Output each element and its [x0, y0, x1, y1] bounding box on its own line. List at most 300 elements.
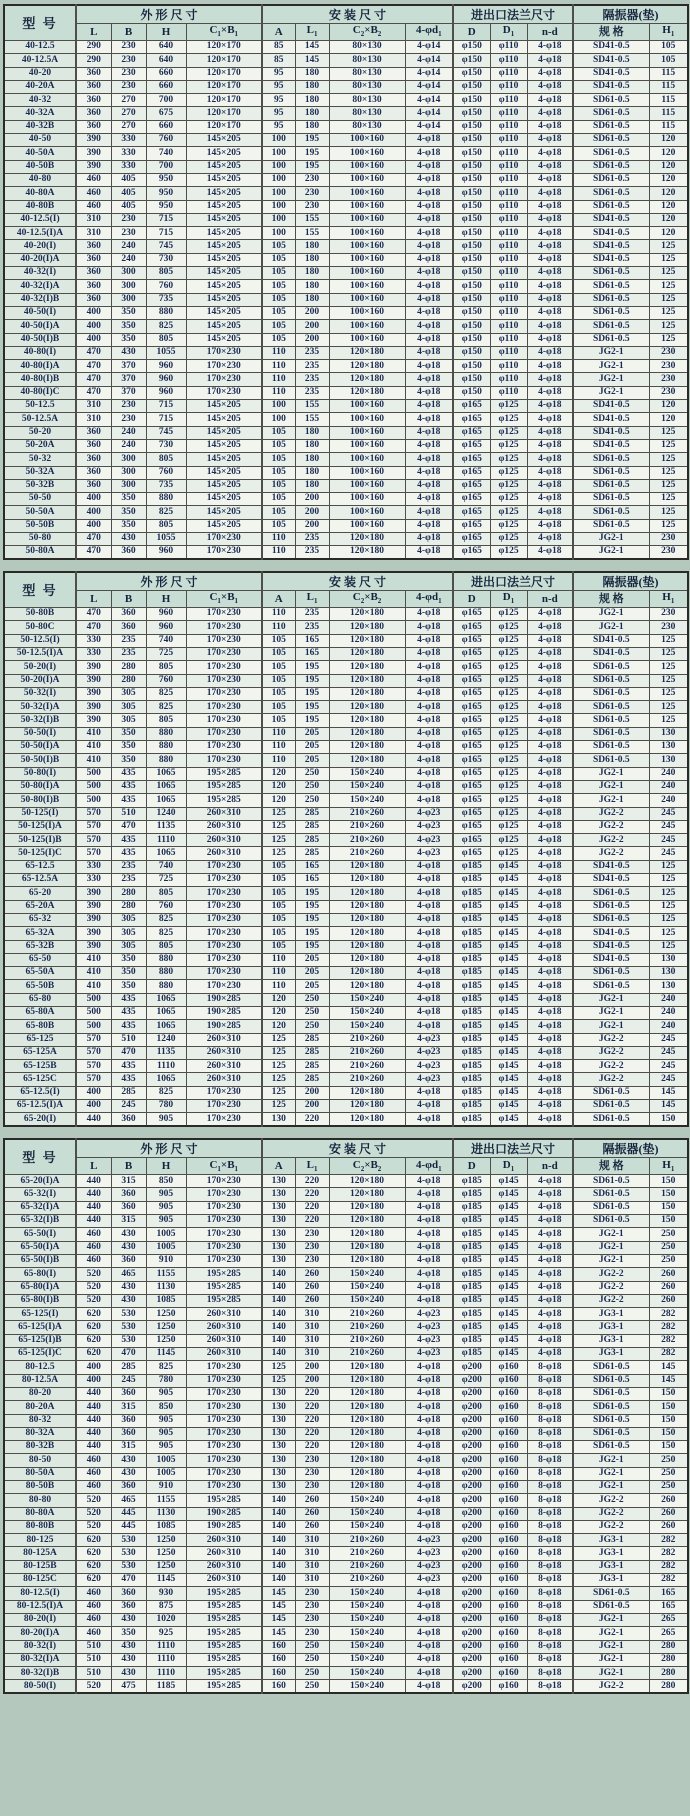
table-row: [4, 466, 688, 479]
model-cell: 50-32(I)B: [4, 714, 76, 727]
value-cell: φ145: [490, 1334, 527, 1347]
value-cell: φ185: [453, 967, 490, 980]
value-cell: 1240: [146, 1033, 186, 1046]
value-cell: SD41-0.5: [573, 240, 649, 253]
value-cell: 1065: [146, 767, 186, 780]
value-cell: 4-φ18: [527, 1241, 573, 1254]
value-cell: 925: [146, 1627, 186, 1640]
value-cell: 235: [111, 647, 146, 660]
value-cell: 4-φ18: [405, 1188, 453, 1201]
value-cell: φ165: [453, 466, 490, 479]
value-cell: 145×205: [186, 267, 262, 280]
value-cell: 250: [649, 1241, 688, 1254]
value-cell: 85: [262, 41, 295, 54]
value-cell: 200: [295, 506, 329, 519]
value-cell: 200: [295, 333, 329, 346]
value-cell: 4-φ18: [405, 386, 453, 399]
model-cell: 65-125(I)C: [4, 1348, 76, 1361]
value-cell: 150×240: [329, 1627, 405, 1640]
value-cell: φ145: [490, 1228, 527, 1241]
value-cell: 1065: [146, 847, 186, 860]
value-cell: 130: [262, 1228, 295, 1241]
value-cell: φ110: [490, 94, 527, 107]
value-cell: 195: [295, 940, 329, 953]
value-cell: 285: [295, 1060, 329, 1073]
value-cell: φ110: [490, 160, 527, 173]
value-cell: φ150: [453, 373, 490, 386]
value-cell: 145×205: [186, 187, 262, 200]
value-cell: φ185: [453, 1175, 490, 1188]
value-cell: 170×230: [186, 1441, 262, 1454]
value-cell: 170×230: [186, 1254, 262, 1267]
value-cell: 310: [295, 1334, 329, 1347]
value-cell: 4-φ18: [405, 1175, 453, 1188]
value-cell: 120: [649, 400, 688, 413]
value-cell: 4-φ18: [405, 1653, 453, 1666]
value-cell: 780: [146, 1100, 186, 1113]
value-cell: φ160: [490, 1547, 527, 1560]
value-cell: 100×160: [329, 479, 405, 492]
value-cell: 880: [146, 953, 186, 966]
value-cell: 4-φ18: [527, 980, 573, 993]
value-cell: 285: [295, 807, 329, 820]
value-cell: 105: [262, 439, 295, 452]
value-cell: 8-φ18: [527, 1560, 573, 1573]
value-cell: 4-φ18: [405, 701, 453, 714]
value-cell: φ160: [490, 1467, 527, 1480]
value-cell: φ185: [453, 1113, 490, 1126]
value-cell: JG2-1: [573, 1640, 649, 1653]
value-cell: 360: [76, 120, 111, 133]
value-cell: 100: [262, 134, 295, 147]
value-cell: 145×205: [186, 453, 262, 466]
value-cell: SD61-0.5: [573, 1374, 649, 1387]
value-cell: 4-φ18: [527, 253, 573, 266]
group-header-0: 外 形 尺 寸: [76, 1139, 262, 1158]
value-cell: 1005: [146, 1454, 186, 1467]
value-cell: 500: [76, 1006, 111, 1019]
value-cell: 570: [76, 834, 111, 847]
table-row: [4, 780, 688, 793]
value-cell: 205: [295, 727, 329, 740]
value-cell: 310: [76, 227, 111, 240]
value-cell: 520: [76, 1507, 111, 1520]
model-cell: 40-80A: [4, 187, 76, 200]
value-cell: 100: [262, 147, 295, 160]
value-cell: 120×180: [329, 940, 405, 953]
value-cell: 230: [649, 546, 688, 559]
value-cell: 1155: [146, 1268, 186, 1281]
value-cell: 4-φ18: [527, 834, 573, 847]
value-cell: 125: [649, 306, 688, 319]
value-cell: φ200: [453, 1640, 490, 1653]
value-cell: 125: [649, 493, 688, 506]
value-cell: 230: [295, 1480, 329, 1493]
model-cell: 65-50A: [4, 967, 76, 980]
table-row: [4, 900, 688, 913]
table-row: [4, 741, 688, 754]
value-cell: 145×205: [186, 227, 262, 240]
value-cell: 4-φ18: [405, 400, 453, 413]
value-cell: 180: [295, 280, 329, 293]
value-cell: 1065: [146, 1073, 186, 1086]
value-cell: 390: [76, 913, 111, 926]
value-cell: SD41-0.5: [573, 227, 649, 240]
table-row: [4, 67, 688, 80]
model-cell: 80-12.5(I): [4, 1587, 76, 1600]
value-cell: 120: [649, 213, 688, 226]
value-cell: 350: [111, 333, 146, 346]
value-cell: 125: [649, 887, 688, 900]
value-cell: 715: [146, 213, 186, 226]
value-cell: φ110: [490, 267, 527, 280]
model-cell: 80-50: [4, 1454, 76, 1467]
value-cell: 760: [146, 280, 186, 293]
value-cell: 4-φ23: [405, 1046, 453, 1059]
value-cell: 80×130: [329, 94, 405, 107]
value-cell: 125: [649, 439, 688, 452]
table-row: [4, 439, 688, 452]
table-row: [4, 874, 688, 887]
value-cell: φ145: [490, 1201, 527, 1214]
model-cell: 65-32: [4, 913, 76, 926]
table-row: [4, 1113, 688, 1126]
value-cell: 125: [649, 280, 688, 293]
value-cell: 105: [262, 493, 295, 506]
value-cell: 805: [146, 519, 186, 532]
value-cell: φ110: [490, 67, 527, 80]
table-row: [4, 120, 688, 133]
table-row: [4, 173, 688, 186]
value-cell: 195: [295, 887, 329, 900]
value-cell: 145×205: [186, 200, 262, 213]
col-header-12: $H_1$: [649, 24, 688, 41]
value-cell: 150: [649, 1201, 688, 1214]
value-cell: 4-φ18: [405, 1613, 453, 1626]
value-cell: 400: [76, 333, 111, 346]
value-cell: 825: [146, 506, 186, 519]
value-cell: 125: [262, 1100, 295, 1113]
value-cell: 700: [146, 94, 186, 107]
table-row: [4, 1201, 688, 1214]
col-header-0: L: [76, 591, 111, 608]
value-cell: 1005: [146, 1228, 186, 1241]
value-cell: 4-φ18: [405, 1441, 453, 1454]
value-cell: 510: [76, 1653, 111, 1666]
value-cell: JG2-2: [573, 1520, 649, 1533]
value-cell: 570: [76, 847, 111, 860]
value-cell: 120×180: [329, 1361, 405, 1374]
value-cell: 140: [262, 1321, 295, 1334]
value-cell: 8-φ18: [527, 1613, 573, 1626]
value-cell: 390: [76, 674, 111, 687]
value-cell: 4-φ18: [405, 727, 453, 740]
value-cell: φ145: [490, 900, 527, 913]
value-cell: 170×230: [186, 1228, 262, 1241]
model-cell: 65-125A: [4, 1046, 76, 1059]
value-cell: 500: [76, 1020, 111, 1033]
value-cell: 230: [649, 621, 688, 634]
spec-table-3: [3, 1138, 689, 1694]
value-cell: 120×180: [329, 1100, 405, 1113]
value-cell: 330: [76, 874, 111, 887]
value-cell: φ185: [453, 993, 490, 1006]
value-cell: 125: [649, 927, 688, 940]
value-cell: 260×310: [186, 807, 262, 820]
value-cell: 4-φ18: [405, 993, 453, 1006]
value-cell: 4-φ14: [405, 107, 453, 120]
value-cell: 400: [76, 1086, 111, 1099]
value-cell: SD41-0.5: [573, 413, 649, 426]
value-cell: φ200: [453, 1374, 490, 1387]
value-cell: 230: [649, 360, 688, 373]
value-cell: 4-φ23: [405, 1560, 453, 1573]
value-cell: 230: [111, 400, 146, 413]
value-cell: φ145: [490, 913, 527, 926]
value-cell: φ185: [453, 1228, 490, 1241]
value-cell: 905: [146, 1387, 186, 1400]
model-cell: 40-50(I): [4, 306, 76, 319]
value-cell: 4-φ18: [527, 506, 573, 519]
value-cell: φ200: [453, 1547, 490, 1560]
value-cell: φ200: [453, 1653, 490, 1666]
model-cell: 40-12.5A: [4, 54, 76, 67]
value-cell: 130: [262, 1387, 295, 1400]
value-cell: SD41-0.5: [573, 213, 649, 226]
value-cell: φ160: [490, 1534, 527, 1547]
value-cell: 660: [146, 120, 186, 133]
value-cell: φ150: [453, 280, 490, 293]
value-cell: 440: [76, 1387, 111, 1400]
model-cell: 50-20A: [4, 439, 76, 452]
value-cell: φ150: [453, 320, 490, 333]
value-cell: 105: [262, 687, 295, 700]
value-cell: φ185: [453, 1020, 490, 1033]
value-cell: 880: [146, 741, 186, 754]
model-cell: 80-12.5(I)A: [4, 1600, 76, 1613]
col-header-1: B: [111, 591, 146, 608]
value-cell: 400: [76, 320, 111, 333]
value-cell: 305: [111, 940, 146, 953]
value-cell: 95: [262, 80, 295, 93]
value-cell: 440: [76, 1441, 111, 1454]
value-cell: 300: [111, 293, 146, 306]
value-cell: 210×260: [329, 1060, 405, 1073]
value-cell: 4-φ18: [405, 493, 453, 506]
value-cell: 155: [295, 400, 329, 413]
table-row: [4, 346, 688, 359]
value-cell: 500: [76, 993, 111, 1006]
value-cell: 825: [146, 1086, 186, 1099]
value-cell: 260×310: [186, 1321, 262, 1334]
model-cell: 40-32: [4, 94, 76, 107]
value-cell: φ200: [453, 1627, 490, 1640]
value-cell: 280: [111, 900, 146, 913]
value-cell: 145: [262, 1587, 295, 1600]
value-cell: 260×310: [186, 1574, 262, 1587]
value-cell: 165: [649, 1600, 688, 1613]
value-cell: SD61-0.5: [573, 1100, 649, 1113]
value-cell: 105: [262, 674, 295, 687]
value-cell: φ200: [453, 1414, 490, 1427]
value-cell: 125: [649, 320, 688, 333]
col-header-2: H: [146, 591, 186, 608]
value-cell: 4-φ18: [527, 621, 573, 634]
table-row: [4, 1627, 688, 1640]
value-cell: 125: [649, 506, 688, 519]
value-cell: 4-φ18: [527, 346, 573, 359]
value-cell: 435: [111, 794, 146, 807]
value-cell: 410: [76, 953, 111, 966]
value-cell: φ145: [490, 1175, 527, 1188]
value-cell: SD61-0.5: [573, 173, 649, 186]
value-cell: 120×180: [329, 532, 405, 545]
value-cell: 460: [76, 1613, 111, 1626]
value-cell: 170×230: [186, 1113, 262, 1126]
value-cell: 4-φ18: [405, 794, 453, 807]
table-row: [4, 1100, 688, 1113]
value-cell: φ125: [490, 439, 527, 452]
table-row: [4, 1494, 688, 1507]
value-cell: 350: [111, 754, 146, 767]
value-cell: φ110: [490, 360, 527, 373]
value-cell: 640: [146, 54, 186, 67]
value-cell: φ160: [490, 1560, 527, 1573]
value-cell: 250: [295, 767, 329, 780]
value-cell: 4-φ18: [527, 147, 573, 160]
value-cell: 4-φ18: [527, 1334, 573, 1347]
value-cell: SD61-0.5: [573, 293, 649, 306]
value-cell: φ185: [453, 1308, 490, 1321]
value-cell: 1250: [146, 1334, 186, 1347]
value-cell: 145: [649, 1374, 688, 1387]
value-cell: 180: [295, 107, 329, 120]
value-cell: 825: [146, 320, 186, 333]
value-cell: 1055: [146, 346, 186, 359]
value-cell: 360: [76, 67, 111, 80]
value-cell: φ110: [490, 306, 527, 319]
value-cell: 230: [111, 213, 146, 226]
value-cell: φ150: [453, 213, 490, 226]
value-cell: φ165: [453, 820, 490, 833]
table-row: [4, 1414, 688, 1427]
value-cell: JG2-1: [573, 1006, 649, 1019]
value-cell: 400: [76, 306, 111, 319]
model-cell: 65-125B: [4, 1060, 76, 1073]
table-row: [4, 1046, 688, 1059]
value-cell: 430: [111, 1241, 146, 1254]
value-cell: 105: [262, 333, 295, 346]
value-cell: 282: [649, 1321, 688, 1334]
value-cell: φ165: [453, 506, 490, 519]
model-cell: 50-80: [4, 532, 76, 545]
model-cell: 65-20: [4, 887, 76, 900]
value-cell: 360: [76, 293, 111, 306]
value-cell: 310: [76, 413, 111, 426]
value-cell: 4-φ18: [527, 1348, 573, 1361]
value-cell: SD41-0.5: [573, 940, 649, 953]
value-cell: 120×180: [329, 634, 405, 647]
value-cell: 100×160: [329, 280, 405, 293]
value-cell: 4-φ18: [527, 1254, 573, 1267]
value-cell: 165: [295, 634, 329, 647]
value-cell: 105: [262, 860, 295, 873]
value-cell: 170×230: [186, 741, 262, 754]
value-cell: 170×230: [186, 874, 262, 887]
value-cell: 120: [649, 227, 688, 240]
table-row: [4, 479, 688, 492]
table-row: [4, 807, 688, 820]
group-header-0: 外 形 尺 寸: [76, 572, 262, 591]
value-cell: 125: [649, 714, 688, 727]
value-cell: φ200: [453, 1534, 490, 1547]
value-cell: 530: [111, 1560, 146, 1573]
model-cell: 50-32(I): [4, 687, 76, 700]
value-cell: 170×230: [186, 727, 262, 740]
value-cell: 195×285: [186, 1640, 262, 1653]
value-cell: φ125: [490, 807, 527, 820]
model-cell: 50-50(I)A: [4, 741, 76, 754]
value-cell: 170×230: [186, 701, 262, 714]
value-cell: 155: [295, 213, 329, 226]
table-row: [4, 967, 688, 980]
value-cell: 4-φ18: [527, 927, 573, 940]
value-cell: φ165: [453, 439, 490, 452]
value-cell: 235: [295, 386, 329, 399]
value-cell: 260×310: [186, 847, 262, 860]
value-cell: SD61-0.5: [573, 306, 649, 319]
table-row: [4, 661, 688, 674]
value-cell: 440: [76, 1215, 111, 1228]
value-cell: φ150: [453, 200, 490, 213]
value-cell: 145: [649, 1086, 688, 1099]
value-cell: φ200: [453, 1507, 490, 1520]
value-cell: 105: [262, 240, 295, 253]
table-row: [4, 493, 688, 506]
value-cell: 350: [111, 967, 146, 980]
value-cell: 4-φ18: [527, 519, 573, 532]
model-cell: 50-50: [4, 493, 76, 506]
table-row: [4, 1653, 688, 1666]
value-cell: 120×170: [186, 120, 262, 133]
group-header-2: 进出口法兰尺寸: [453, 5, 573, 24]
value-cell: 435: [111, 1006, 146, 1019]
model-cell: 80-20(I)A: [4, 1627, 76, 1640]
value-cell: 4-φ18: [405, 1020, 453, 1033]
value-cell: 960: [146, 546, 186, 559]
value-cell: 440: [76, 1201, 111, 1214]
value-cell: φ165: [453, 661, 490, 674]
value-cell: φ185: [453, 874, 490, 887]
table-row: [4, 107, 688, 120]
value-cell: 4-φ14: [405, 54, 453, 67]
value-cell: 715: [146, 400, 186, 413]
value-cell: 880: [146, 980, 186, 993]
col-header-1: B: [111, 1158, 146, 1175]
value-cell: 250: [295, 1680, 329, 1693]
value-cell: 240: [649, 1020, 688, 1033]
value-cell: 310: [295, 1560, 329, 1573]
value-cell: 105: [262, 701, 295, 714]
value-cell: 165: [295, 860, 329, 873]
value-cell: 460: [76, 1587, 111, 1600]
value-cell: 4-φ18: [405, 466, 453, 479]
value-cell: 145×205: [186, 506, 262, 519]
value-cell: φ165: [453, 413, 490, 426]
value-cell: φ125: [490, 493, 527, 506]
value-cell: 125: [649, 661, 688, 674]
value-cell: 4-φ18: [527, 913, 573, 926]
